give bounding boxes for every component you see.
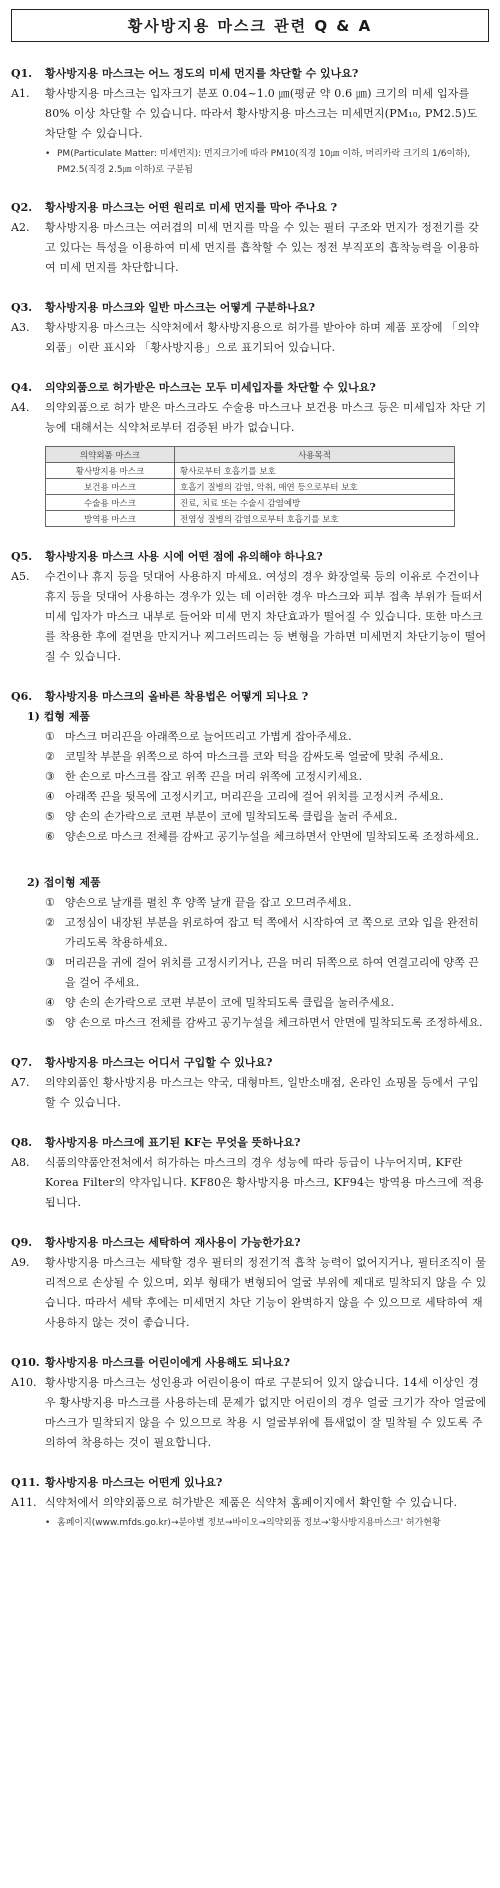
list-item — [45, 1013, 489, 1033]
question-label: Q1. — [11, 67, 33, 80]
step-text: 한 손으로 마스크를 잡고 위쪽 끈을 머리 위쪽에 고정시키세요. — [65, 770, 363, 783]
table-header-row — [46, 447, 455, 463]
question-row — [11, 687, 489, 707]
answer-row — [11, 1253, 489, 1333]
qa-item-2 — [11, 198, 489, 278]
list-item — [45, 787, 489, 807]
table-cell: 황사로부터 호흡기를 보호 — [175, 463, 455, 479]
table-row — [46, 495, 455, 511]
step-number: ⑥ — [45, 830, 55, 843]
cup-type-heading: 1) 컵형 제품 — [27, 710, 91, 723]
pm-footnote — [45, 146, 489, 178]
question-label: Q6. — [11, 690, 33, 703]
question-row — [11, 1353, 489, 1373]
answer-label: A4. — [11, 401, 30, 414]
question-label: Q4. — [11, 381, 33, 394]
answer-row — [11, 318, 489, 358]
question-row — [11, 1133, 489, 1153]
question-label: Q7. — [11, 1056, 33, 1069]
question-row — [11, 64, 489, 84]
list-item — [45, 767, 489, 787]
answer-text: 식약처에서 의약외품으로 허가받은 제품은 식약처 홈페이지에서 확인할 수 있습니다. — [45, 1496, 458, 1509]
step-text: 코밀착 부분을 위쪽으로 하여 마스크를 코와 턱을 감싸도록 얼굴에 맞춰 주세요. — [65, 750, 444, 763]
step-text: 양손으로 마스크 전체를 감싸고 공기누설을 체크하면서 안면에 밀착되도록 조정하세요. — [65, 830, 480, 843]
answer-label: A8. — [11, 1156, 30, 1169]
answer-text: 의약외품인 황사방지용 마스크는 약국, 대형마트, 일반소매점, 온라인 쇼핑몰 등에서 구입할 수 있습니다. — [45, 1076, 480, 1109]
step-number: ⑤ — [45, 1016, 55, 1029]
answer-text: 황사방지용 마스크는 식약처에서 황사방지용으로 허가를 받아야 하며 제품 포장에 「의약외품」이란 표시와 「황사방지용」으로 표기되어 있습니다. — [45, 321, 480, 354]
answer-row — [11, 1373, 489, 1453]
step-number: ④ — [45, 996, 55, 1009]
list-item — [45, 993, 489, 1013]
answer-label: A2. — [11, 221, 30, 234]
question-text: 의약외품으로 허가받은 마스크는 모두 미세입자를 차단할 수 있나요? — [45, 381, 376, 394]
table-cell: 진료, 치료 또는 수술시 감염예방 — [175, 495, 455, 511]
question-label: Q8. — [11, 1136, 33, 1149]
qa-item-5 — [11, 547, 489, 667]
qa-item-11 — [11, 1473, 489, 1531]
question-row — [11, 1233, 489, 1253]
table-cell: 전염성 질병의 감염으로부터 호흡기를 보호 — [175, 511, 455, 527]
question-text: 황사방지용 마스크는 어떤 원리로 미세 먼지를 막아 주나요 ? — [45, 201, 338, 214]
step-number: ② — [45, 916, 55, 929]
question-text: 황사방지용 마스크는 어떤게 있나요? — [45, 1476, 223, 1489]
qa-item-3 — [11, 298, 489, 358]
list-item — [45, 913, 489, 953]
bullet-icon: • — [45, 1518, 51, 1528]
document-title: 황사방지용 마스크 관련 Q & A — [11, 9, 489, 42]
question-text: 황사방지용 마스크와 일반 마스크는 어떻게 구분하나요? — [45, 301, 315, 314]
footnote-text: PM(Particulate Matter: 미세먼지): 먼지크기에 따라 PM10(직경 10㎛ 이하, 머리카락 크기의 1/6이하), PM2.5(직경 2.5㎛ 이하)로 구분됨 — [57, 149, 471, 175]
list-item — [45, 747, 489, 767]
question-row — [11, 1473, 489, 1493]
list-item — [45, 727, 489, 747]
footnote-text: 홈페이지(www.mfds.go.kr)→분야별 정보→바이오→의약외품 정보→'황사방지용마스크' 허가현황 — [57, 1518, 441, 1528]
answer-label: A3. — [11, 321, 30, 334]
step-text: 머리끈을 귀에 걸어 위치를 고정시키거나, 끈을 머리 뒤쪽으로 하여 연결고리에 양쪽 끈을 걸어 주세요. — [65, 956, 479, 989]
list-item — [45, 807, 489, 827]
table-header: 의약외품 마스크 — [46, 447, 175, 463]
question-text: 황사방지용 마스크는 세탁하여 재사용이 가능한가요? — [45, 1236, 301, 1249]
answer-text: 황사방지용 마스크는 성인용과 어린이용이 따로 구분되어 있지 않습니다. 14세 이상인 경우 황사방지용 마스크를 사용하는데 문제가 없지만 어린이의 경우 얼굴 크기가 작아 얼굴에 마스크가 밀착되지 않을 수 있으므로 착용 시 얼굴부위에 틈새없이 잘 밀착될 수 있도록 주의하여 착용하는 것이 필요합니다. — [45, 1376, 487, 1449]
answer-text: 황사방지용 마스크는 세탁할 경우 필터의 정전기적 흡착 능력이 없어지거나, 필터조직이 물리적으로 손상될 수 있으며, 외부 형태가 변형되어 얼굴 부위에 제대로 밀착되지 않을 수 있습니다. 따라서 세탁 후에는 미세먼지 차단 기능이 완벽하지 않을 수 있으므로 세탁하여 재사용하지 않는 것이 좋습니다. — [45, 1256, 487, 1329]
qa-item-4 — [11, 378, 489, 527]
question-label: Q5. — [11, 550, 33, 563]
step-text: 양 손으로 마스크 전체를 감싸고 공기누설을 체크하면서 안면에 밀착되도록 조정하세요. — [65, 1016, 483, 1029]
question-label: Q10. — [11, 1356, 40, 1369]
answer-label: A10. — [11, 1376, 37, 1389]
question-text: 황사방지용 마스크의 올바른 착용법은 어떻게 되나요 ? — [45, 690, 309, 703]
question-row — [11, 378, 489, 398]
answer-label: A9. — [11, 1256, 30, 1269]
table-cell: 호흡기 질병의 감염, 악취, 매연 등으로부터 보호 — [175, 479, 455, 495]
cup-type-steps — [45, 727, 489, 847]
question-row — [11, 547, 489, 567]
table-cell: 방역용 마스크 — [46, 511, 175, 527]
answer-label: A5. — [11, 570, 30, 583]
answer-row — [11, 567, 489, 667]
step-text: 양 손의 손가락으로 코편 부분이 코에 밀착되도록 클립을 눌러 주세요. — [65, 810, 398, 823]
question-row — [11, 198, 489, 218]
answer-text: 식품의약품안전처에서 허가하는 마스크의 경우 성능에 따라 등급이 나누어지며, KF란 Korea Filter의 약자입니다. KF80은 황사방지용 마스크, KF94는 방역용 마스크에 적용됩니다. — [45, 1156, 484, 1209]
question-label: Q11. — [11, 1476, 40, 1489]
table-row — [46, 479, 455, 495]
list-item — [45, 953, 489, 993]
step-text: 아래쪽 끈을 뒷목에 고정시키고, 머리끈을 고리에 걸어 위치를 고정시켜 주세요. — [65, 790, 444, 803]
list-item — [45, 827, 489, 847]
question-label: Q9. — [11, 1236, 33, 1249]
question-text: 황사방지용 마스크는 어디서 구입할 수 있나요? — [45, 1056, 273, 1069]
question-text: 황사방지용 마스크 사용 시에 어떤 점에 유의해야 하나요? — [45, 550, 323, 563]
answer-row — [11, 218, 489, 278]
qa-item-6 — [11, 687, 489, 1033]
answer-text: 의약외품으로 허가 받은 마스크라도 수술용 마스크나 보건용 마스크 등은 미세입자 차단 기능에 대해서는 식약처로부터 검증된 바가 없습니다. — [45, 401, 487, 434]
question-text: 황사방지용 마스크를 어린이에게 사용해도 되나요? — [45, 1356, 290, 1369]
question-text: 황사방지용 마스크는 어느 정도의 미세 먼지를 차단할 수 있나요? — [45, 67, 359, 80]
qa-item-8 — [11, 1133, 489, 1213]
answer-label: A11. — [11, 1496, 37, 1509]
table-row — [46, 511, 455, 527]
table-row — [46, 463, 455, 479]
question-label: Q2. — [11, 201, 33, 214]
bullet-icon: • — [45, 149, 51, 159]
step-number: ② — [45, 750, 55, 763]
step-text: 양손으로 날개를 펼친 후 양쪽 날개 끝을 잡고 오므려주세요. — [65, 896, 352, 909]
qa-item-9 — [11, 1233, 489, 1333]
table-header: 사용목적 — [175, 447, 455, 463]
step-number: ① — [45, 730, 55, 743]
folding-type-steps — [45, 893, 489, 1033]
step-text: 양 손의 손가락으로 코편 부분이 코에 밀착되도록 클립을 눌러주세요. — [65, 996, 394, 1009]
answer-row — [11, 84, 489, 144]
question-row — [11, 298, 489, 318]
step-number: ⑤ — [45, 810, 55, 823]
question-text: 황사방지용 마스크에 표기된 KF는 무엇을 뜻하나요? — [45, 1136, 301, 1149]
step-number: ③ — [45, 770, 55, 783]
answer-label: A1. — [11, 87, 30, 100]
step-text: 고정심이 내장된 부분을 위로하여 잡고 턱 쪽에서 시작하여 코 쪽으로 코와 입을 완전히 가리도록 착용하세요. — [65, 916, 479, 949]
table-cell: 보건용 마스크 — [46, 479, 175, 495]
answer-row — [11, 398, 489, 438]
question-label: Q3. — [11, 301, 33, 314]
qa-item-1 — [11, 64, 489, 178]
table-cell: 수술용 마스크 — [46, 495, 175, 511]
step-number: ③ — [45, 956, 55, 969]
answer-text: 황사방지용 마스크는 입자크기 분포 0.04~1.0 ㎛(평균 약 0.6 ㎛) 크기의 미세 입자를 80% 이상 차단할 수 있습니다. 따라서 황사방지용 마스크는 미세먼지(PM₁₀, PM2.5)도 차단할 수 있습니다. — [45, 87, 478, 140]
answer-text: 수건이나 휴지 등을 덧대어 사용하지 마세요. 여성의 경우 화장얼룩 등의 이유로 수건이나 휴지 등을 덧대어 사용하는 경우가 있는 데 이러한 경우 마스크와 피부 접촉 부위가 들떠서 미세 입자가 마스크 내부로 들어와 미세 먼지 차단효과가 떨어질 수 있습니다. 또한 마스크를 착용한 후에 겉면을 만지거나 찌그러뜨리는 등 변형을 가하면 미세먼지 차단기능이 떨어질 수 있습니다. — [45, 570, 487, 663]
answer-row — [11, 1493, 489, 1513]
list-item — [45, 893, 489, 913]
answer-row — [11, 1153, 489, 1213]
answer-text: 황사방지용 마스크는 여러겹의 미세 먼지를 막을 수 있는 필터 구조와 먼지가 정전기를 갖고 있다는 특성을 이용하여 미세 먼지를 흡착할 수 있는 정전 부직포의 흡착능력을 이용하여 미세 먼지를 차단합니다. — [45, 221, 480, 274]
answer-label: A7. — [11, 1076, 30, 1089]
question-row — [11, 1053, 489, 1073]
step-number: ① — [45, 896, 55, 909]
mask-purpose-table — [45, 446, 455, 527]
table-cell: 황사방지용 마스크 — [46, 463, 175, 479]
answer-row — [11, 1073, 489, 1113]
step-text: 마스크 머리끈을 아래쪽으로 늘어뜨리고 가볍게 잡아주세요. — [65, 730, 352, 743]
qa-item-7 — [11, 1053, 489, 1113]
homepage-footnote — [45, 1515, 489, 1531]
folding-type-heading: 2) 접이형 제품 — [27, 876, 101, 889]
qa-item-10 — [11, 1353, 489, 1453]
step-number: ④ — [45, 790, 55, 803]
